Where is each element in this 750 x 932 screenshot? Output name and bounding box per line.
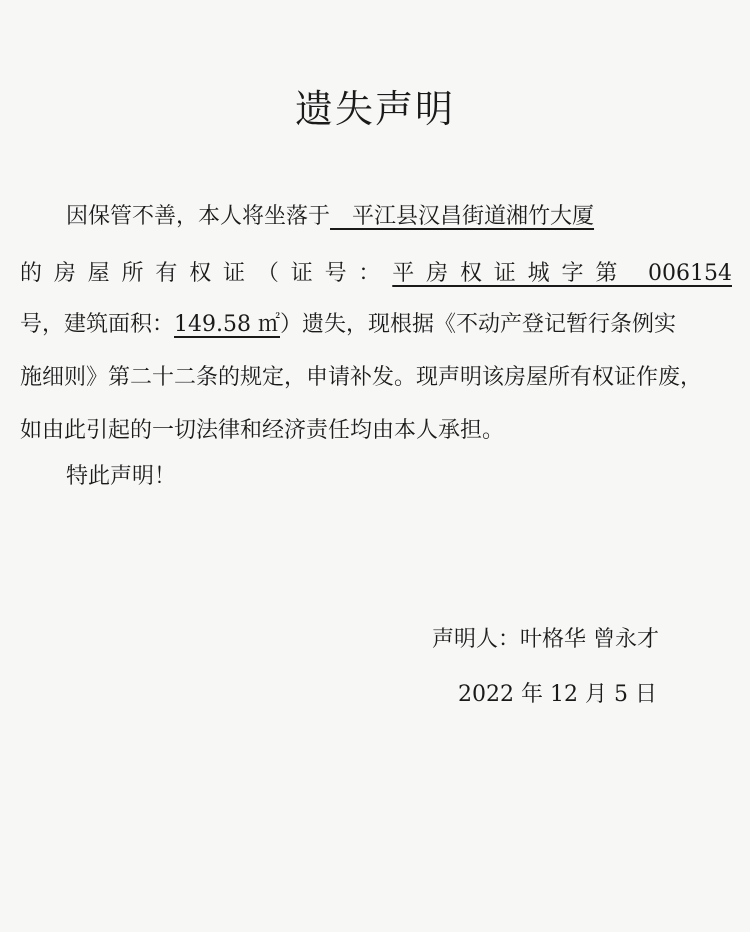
- closing-statement: 特此声明！: [66, 464, 177, 489]
- body-line-1: [66, 202, 594, 232]
- declarant-signature: 声明人：叶格华 曾永才: [432, 627, 659, 652]
- property-address: 平江县汉昌街道湘竹大厦: [330, 204, 595, 229]
- certificate-number: 平房权证城字第 006154: [392, 261, 732, 286]
- body-line-4: 施细则》第二十二条的规定，申请补发。现声明该房屋所有权证作废，: [20, 365, 703, 390]
- body-line-2: [20, 259, 732, 289]
- line3-prefix: 号，建筑面积：: [20, 312, 175, 337]
- body-line-5: 如由此引起的一切法律和经济责任均由本人承担。: [20, 418, 505, 443]
- line1-prefix: 因保管不善，本人将坐落于: [66, 204, 331, 229]
- line2-prefix: 的房屋所有权证（证号：: [20, 261, 393, 286]
- building-area: 149.58 ㎡: [174, 312, 280, 337]
- line3-suffix: ）遗失，现根据《不动产登记暂行条例实: [280, 312, 677, 337]
- document-title: 遗失声明: [294, 87, 455, 131]
- body-line-3: [20, 310, 676, 340]
- declaration-date: 2022 年 12 月 5 日: [458, 682, 657, 707]
